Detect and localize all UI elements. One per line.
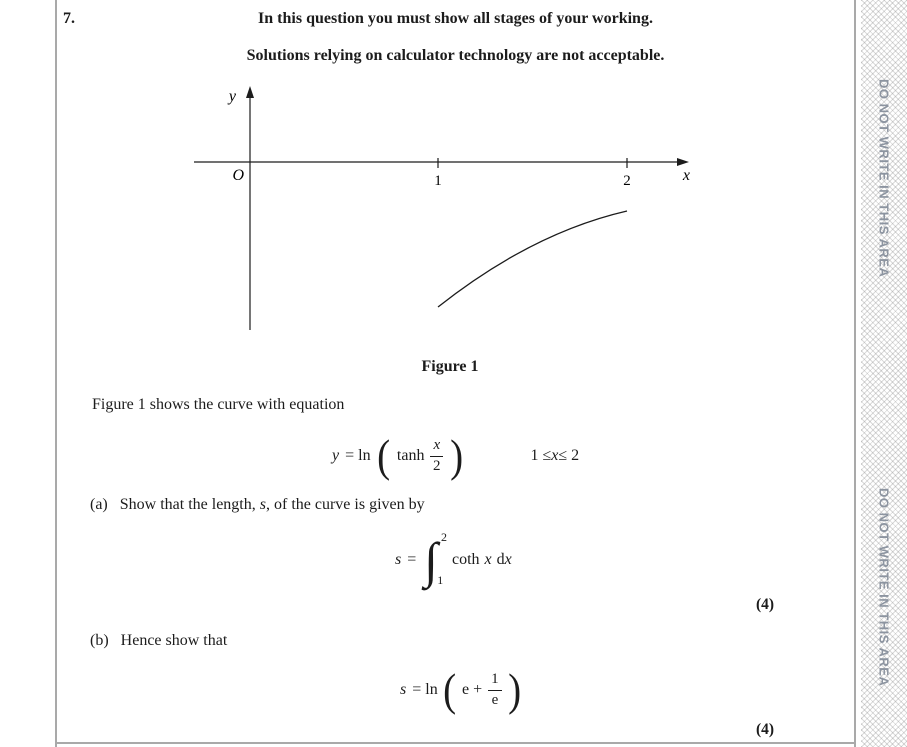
integrand-fn: coth xyxy=(451,551,480,568)
close-paren: ) xyxy=(507,664,521,715)
figure-intro: Figure 1 shows the curve with equation xyxy=(92,396,345,413)
fraction-numerator: 1 xyxy=(488,671,502,690)
result-lhs: s xyxy=(400,681,407,698)
domain-pre: 1 ≤ xyxy=(530,447,552,464)
part-b-line xyxy=(90,632,227,650)
bottom-border-line xyxy=(55,742,856,744)
integral-sign: ∫ xyxy=(424,532,438,588)
domain-var: x xyxy=(551,447,559,464)
figure-caption: Figure 1 xyxy=(421,358,479,375)
tick-label-1: 1 xyxy=(434,173,442,189)
equation-integral xyxy=(395,528,512,592)
integral-rel: = xyxy=(407,551,417,568)
right-border-line xyxy=(854,0,856,747)
margin-warning-top xyxy=(861,52,907,304)
marks-a: (4) xyxy=(756,596,775,613)
curve-rel: = ln xyxy=(345,447,371,464)
integral-symbol xyxy=(424,530,447,589)
question-number: 7. xyxy=(63,10,75,27)
x-axis-arrow-icon xyxy=(677,158,689,166)
y-axis-label: y xyxy=(228,88,236,105)
curve-fn: tanh xyxy=(396,447,425,464)
open-paren: ( xyxy=(442,664,456,715)
differential-d: d xyxy=(496,551,505,568)
fraction-denominator: 2 xyxy=(433,457,441,474)
part-a-label: (a) xyxy=(90,496,108,513)
instruction-line-2: Solutions relying on calculator technology are not acceptable. xyxy=(246,47,665,64)
domain-post: ≤ 2 xyxy=(558,447,580,464)
differential-var: x xyxy=(504,551,512,568)
curve-lhs: y xyxy=(332,447,340,464)
fraction-numerator: x xyxy=(430,437,443,456)
result-fraction xyxy=(488,671,502,709)
fraction-denominator: e xyxy=(491,691,499,708)
close-paren: ) xyxy=(450,430,464,481)
part-b-text: Hence show that xyxy=(120,632,228,649)
result-pre: e + xyxy=(462,681,483,698)
do-not-write-text: DO NOT WRITE IN THIS AREA xyxy=(876,78,892,278)
figure-graph xyxy=(190,84,695,336)
do-not-write-text: DO NOT WRITE IN THIS AREA xyxy=(876,488,892,687)
equation-result xyxy=(400,662,522,718)
part-a-text-pre: Show that the length, xyxy=(119,496,260,513)
open-paren: ( xyxy=(376,430,390,481)
part-a-text-post: , of the curve is given by xyxy=(265,496,425,513)
origin-label: O xyxy=(232,167,244,184)
instruction-line-1: In this question you must show all stages of your working. xyxy=(258,10,653,27)
integral-lhs: s xyxy=(395,551,402,568)
part-a-line xyxy=(90,496,425,514)
integral-lower-limit: 1 xyxy=(437,573,444,587)
result-rel: = ln xyxy=(412,681,438,698)
curve-fraction xyxy=(430,437,443,475)
tick-label-2: 2 xyxy=(623,173,631,189)
x-axis-label: x xyxy=(682,167,690,184)
marks-b: (4) xyxy=(756,721,775,738)
part-b-label: (b) xyxy=(90,632,109,649)
equation-curve xyxy=(332,428,579,484)
margin-warning-bottom xyxy=(861,460,907,715)
integral-upper-limit: 2 xyxy=(440,530,447,544)
curve-path xyxy=(438,211,627,307)
integrand-var: x xyxy=(484,551,492,568)
y-axis-arrow-icon xyxy=(246,86,254,98)
part-a-text-var: s xyxy=(259,496,266,513)
